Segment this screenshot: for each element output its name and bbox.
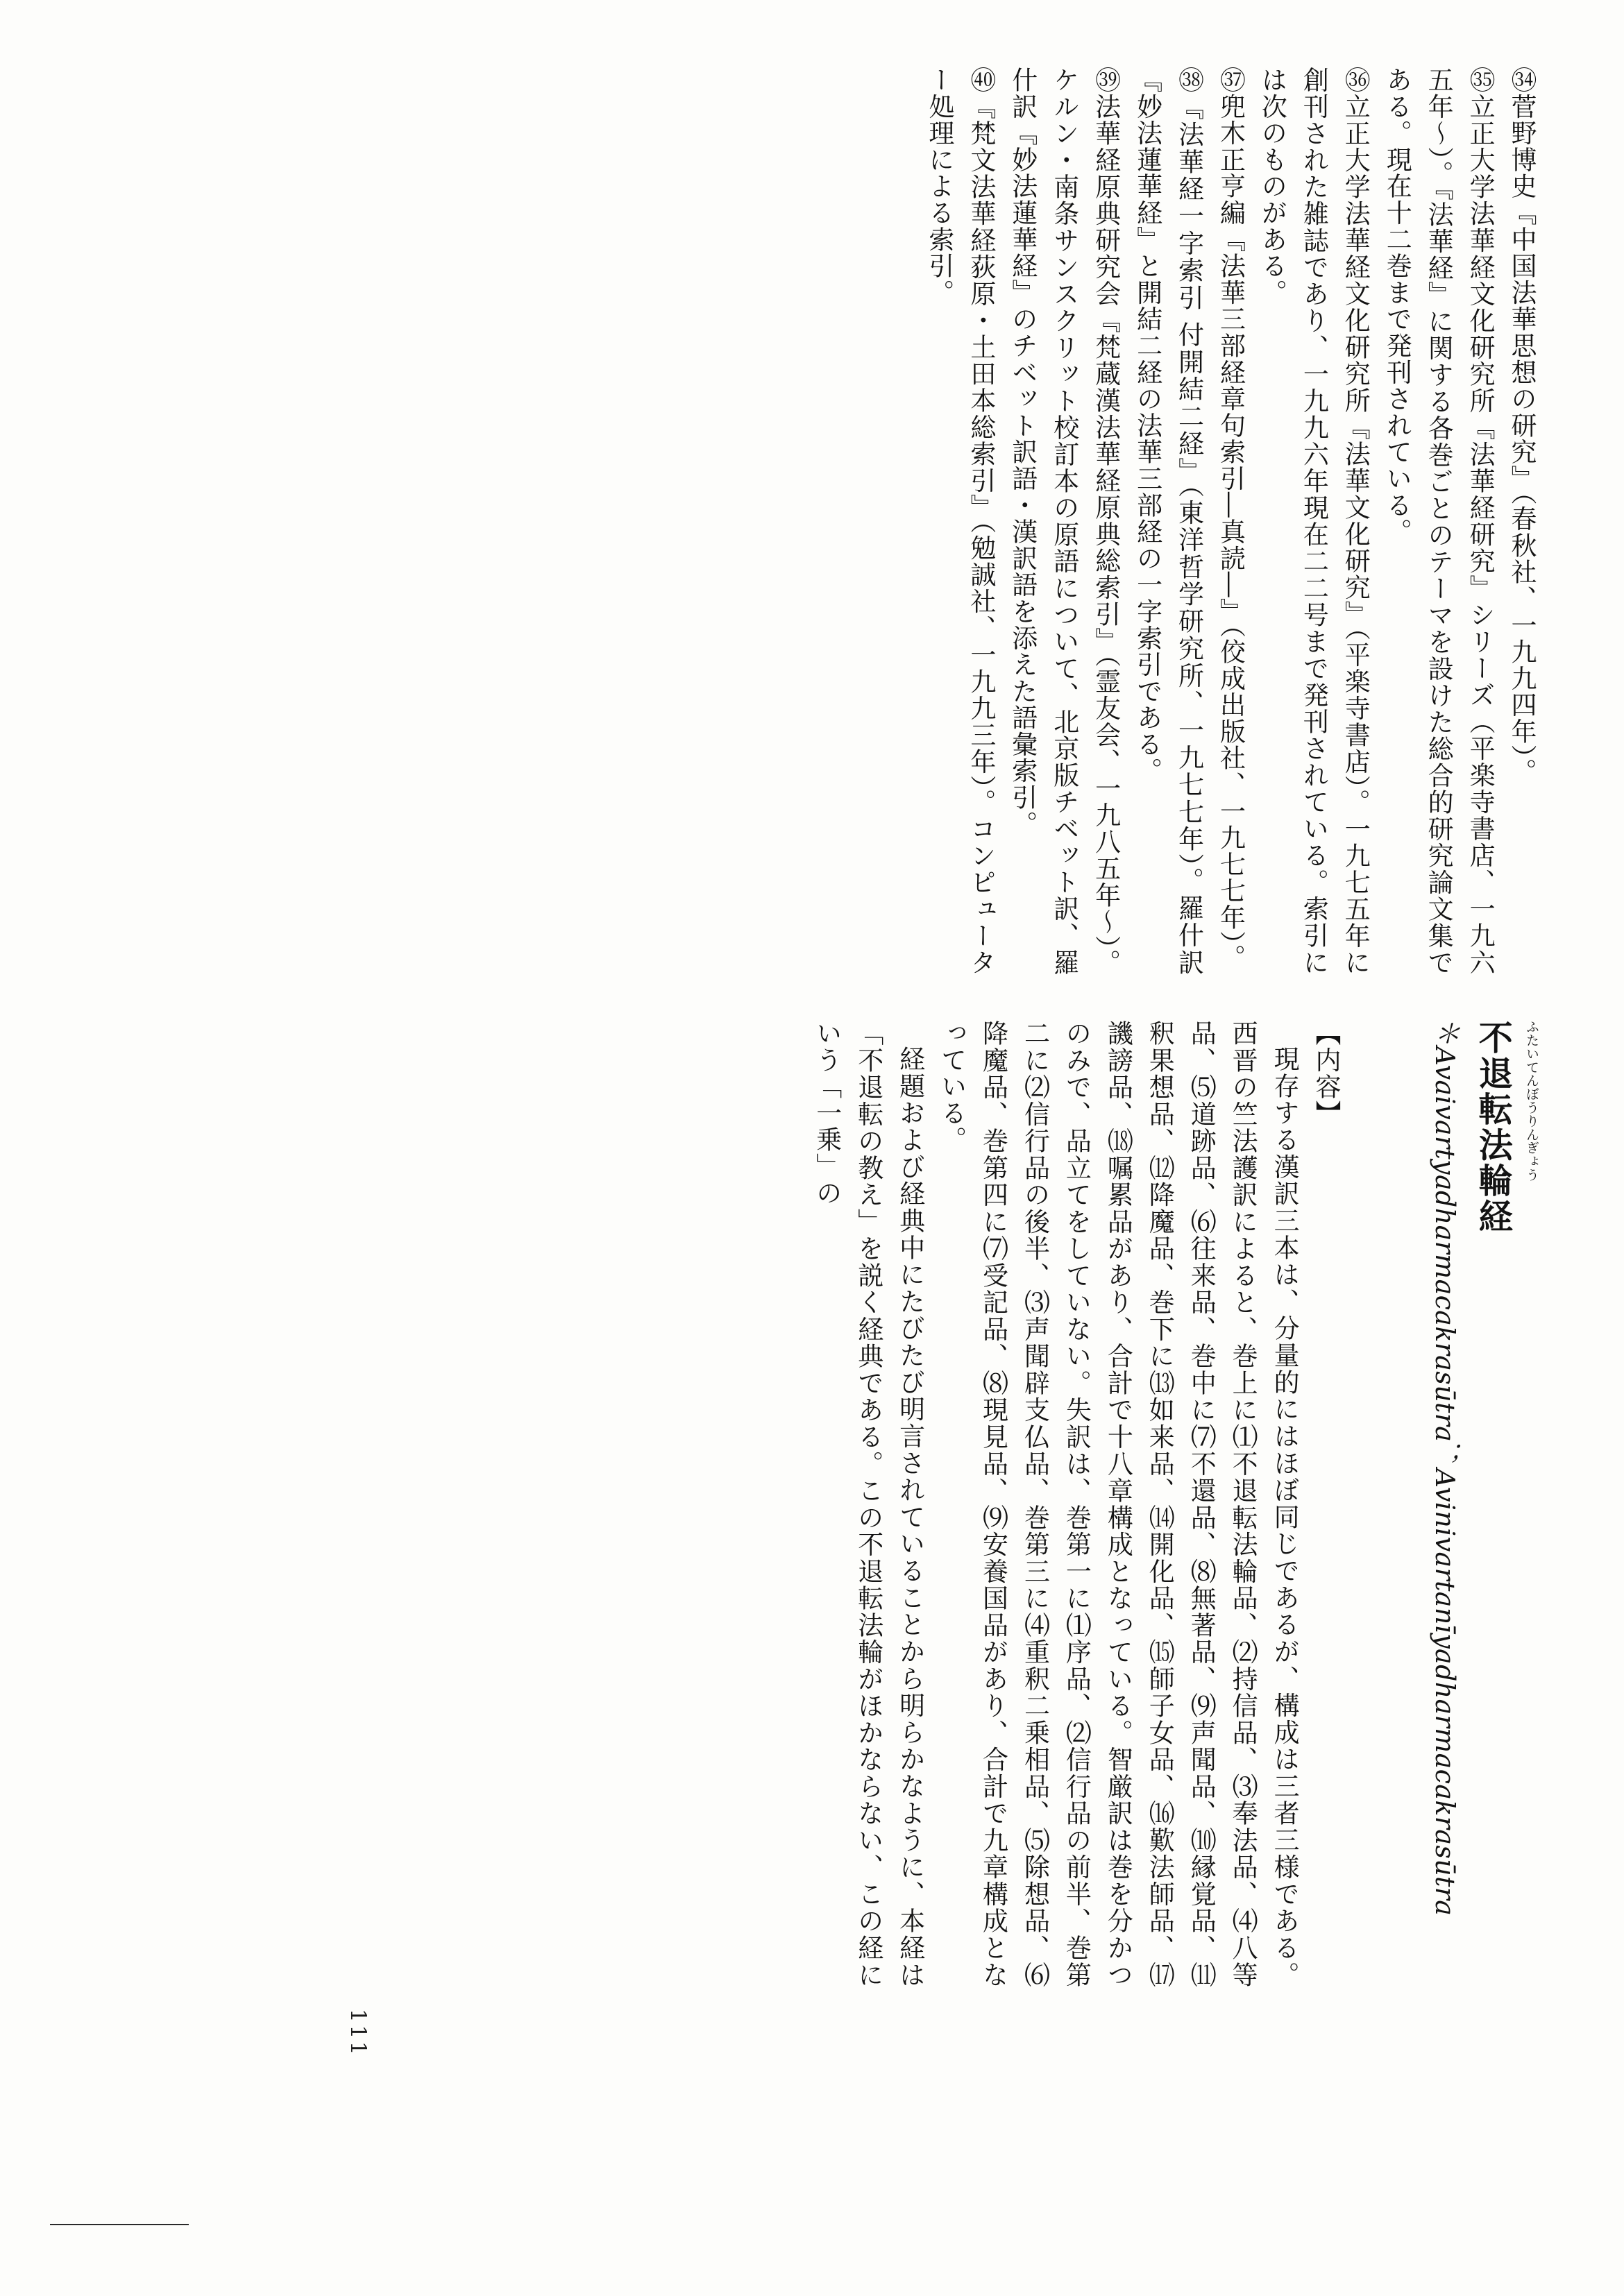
entry-heading (1362, 1020, 1542, 1984)
reference-entry: ㊲兜木正亨編『法華三部経章句索引―真読―』（佼成出版社、一九七七年）。 (1215, 67, 1246, 971)
page-number: 111 (346, 2009, 371, 2058)
entry-title: 不退転法輪経 (1473, 1020, 1514, 1234)
entry-title-ruby: ふたいてんぼうりんぎょう (1524, 1020, 1539, 1182)
reference-entry: ㊵『梵文法華経荻原・土田本総索引』（勉誠社、一九九三年）。コンピューター処理による索引。 (924, 67, 996, 976)
reference-list (848, 67, 1542, 976)
entry-content (649, 1020, 1346, 1988)
entry-title-romanized: ＊Avaivartyadharmacakrasūtra；Avinivartanīyadharmacakrasūtra (1429, 1020, 1460, 1916)
content-paragraph: 経題および経典中にたびたび明言されていることから明らかなように、本経は「不退転の教え」を説く経典である。この不退転法輪がほかならない、この経にいう「一乗」の (811, 1020, 925, 1988)
content-paragraph: 現存する漢訳三本は、分量的にはほぼ同じであるが、構成は三者三様である。西晋の竺法護訳によると、巻上に⑴不退転法輪品、⑵持信品、⑶奉法品、⑷八等品、⑸道跡品、⑹往来品、巻中に⑺不還品、⑻無著品、⑼声聞品、⑽縁覚品、⑾釈果想品、⑿降魔品、巻下に⒀如来品、⒁開化品、⒂師子女品、⒃歎法師品、⒄譏謗品、⒅嘱累品があり、合計で十八章構成となっている。智厳訳は巻を分かつのみで、品立てをしていない。失訳は、巻第一に⑴序品、⑵信行品の前半、巻第二に⑵信行品の後半、⑶声聞辟支仏品、巻第三に⑷重釈二乗相品、⑸除想品、⑹降魔品、巻第四に⑺受記品、⑻現見品、⑼安養国品があり、合計で九章構成となっている。 (936, 1020, 1300, 1988)
reference-entry: ㊳『法華経一字索引 付開結二経』（東洋哲学研究所、一九七七年）。羅什訳『妙法蓮華経』と開結二経の法華三部経の一字索引である。 (1132, 67, 1204, 976)
section-label: 【内容】 (1311, 1020, 1341, 1127)
reference-entry: ㊱立正大学法華経文化研究所『法華文化研究』（平楽寺書店）。一九七五年に創刊された雑誌であり、一九九六年現在二二号まで発刊されている。索引には次のものがある。 (1257, 67, 1371, 976)
reference-entry: ㉞菅野博史『中国法華思想の研究』（春秋社、一九九四年）。 (1507, 67, 1537, 785)
footer-rule (50, 2224, 189, 2225)
reference-entry: ㉟立正大学法華経文化研究所『法華経研究』シリーズ（平楽寺書店、一九六五年〜）。『法華経』に関する各巻ごとのテーマを設けた総合的研究論文集である。現在十二巻まで発刊されている。 (1382, 67, 1496, 976)
reference-entry: ㊴法華経原典研究会『梵蔵漢法華経原典総索引』（霊友会、一九八五年〜）。ケルン・南条サンスクリット校訂本の原語について、北京版チベット訳、羅什訳『妙法蓮華経』のチベット訳語・漢訳語を添えた語彙索引。 (1007, 67, 1121, 976)
